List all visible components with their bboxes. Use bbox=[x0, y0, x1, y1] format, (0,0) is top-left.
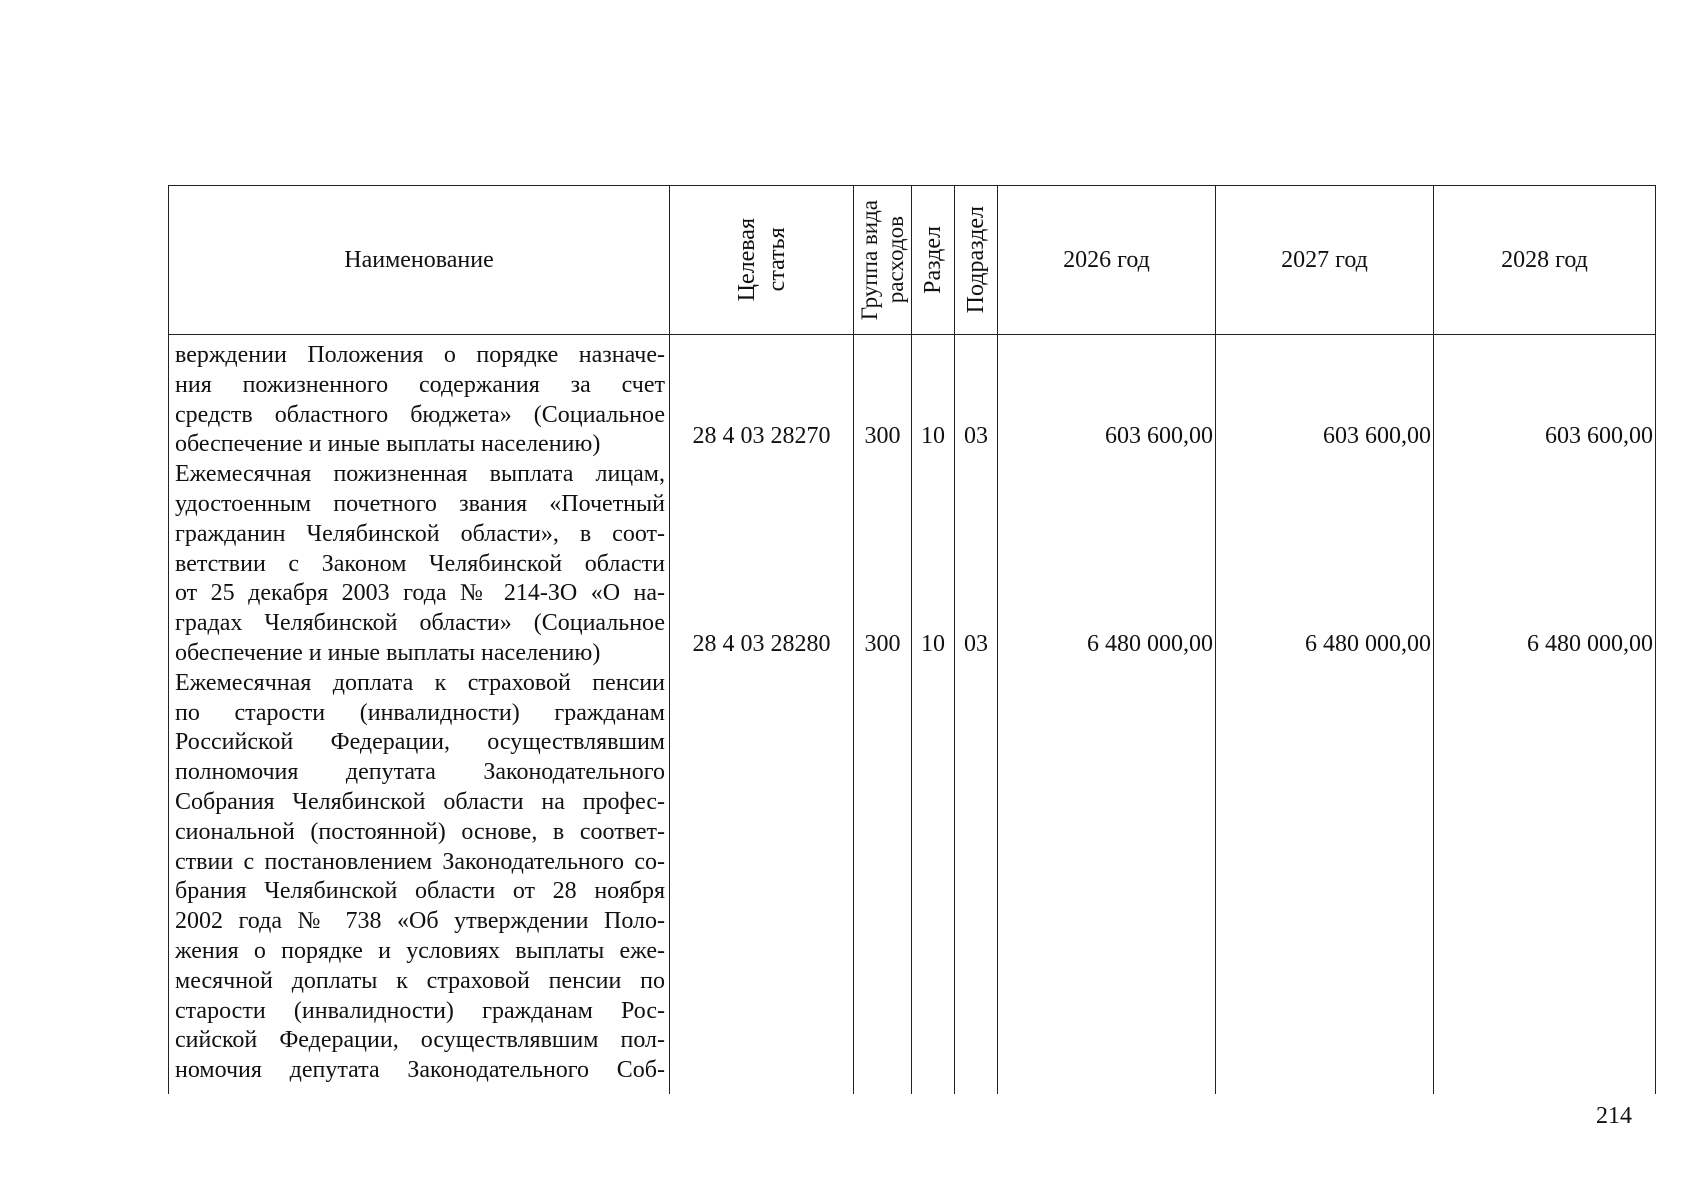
header-expense-group-label: Группа вида расходов bbox=[856, 199, 908, 321]
budget-table bbox=[168, 185, 1656, 1094]
name-line: 2002 года № 738 «Об утверждении Поло- bbox=[175, 908, 665, 935]
name-line: брания Челябинской области от 28 ноября bbox=[175, 878, 665, 905]
name-line: старости (инвалидности) гражданам Рос- bbox=[175, 997, 665, 1024]
name-line: ветствии с Законом Челябинской области bbox=[175, 550, 665, 577]
header-name: Наименование bbox=[169, 186, 670, 335]
name-line: обеспечение и иные выплаты населению) bbox=[175, 431, 601, 458]
section-value: 10 bbox=[921, 631, 945, 657]
name-line: Российской Федерации, осуществлявшим bbox=[175, 729, 665, 756]
name-line: месячной доплаты к страховой пенсии по bbox=[175, 967, 665, 994]
name-line: номочия депутата Законодательного Соб- bbox=[175, 1057, 665, 1084]
name-line: средств областного бюджета» (Социальное bbox=[175, 401, 665, 428]
target-article-cell bbox=[670, 335, 854, 1094]
expense-group-cell bbox=[854, 335, 912, 1094]
header-2026: 2026 год bbox=[998, 186, 1216, 335]
subsection-value: 03 bbox=[964, 423, 988, 449]
target-article-value: 28 4 03 28280 bbox=[692, 631, 831, 657]
amount-2026-value: 603 600,00 bbox=[1105, 423, 1213, 449]
target-article-value: 28 4 03 28270 bbox=[692, 423, 831, 449]
name-line: Собрания Челябинской области на профес- bbox=[175, 788, 665, 815]
name-line: жения о порядке и условиях выплаты еже- bbox=[175, 937, 665, 964]
name-line: от 25 декабря 2003 года № 214-ЗО «О на- bbox=[175, 580, 665, 607]
name-line: сиональной (постоянной) основе, в соответ- bbox=[175, 818, 665, 845]
subsection-cell bbox=[955, 335, 998, 1094]
name-line: по старости (инвалидности) гражданам bbox=[175, 699, 665, 726]
amount-2028-value: 6 480 000,00 bbox=[1527, 631, 1653, 657]
name-line: гражданин Челябинской области», в соот- bbox=[175, 520, 665, 547]
name-line: обеспечение и иные выплаты населению) bbox=[175, 639, 601, 666]
name-cell bbox=[169, 335, 670, 1094]
header-subsection-label: Подраздел bbox=[963, 206, 989, 314]
header-target-article bbox=[670, 186, 854, 335]
subsection-value: 03 bbox=[964, 631, 988, 657]
header-section bbox=[912, 186, 955, 335]
name-line: ния пожизненного содержания за счет bbox=[175, 371, 665, 398]
section-value: 10 bbox=[921, 423, 945, 449]
header-2027: 2027 год bbox=[1216, 186, 1434, 335]
name-line: Ежемесячная доплата к страховой пенсии bbox=[175, 669, 665, 696]
header-section-label: Раздел bbox=[920, 226, 946, 294]
header-expense-group bbox=[854, 186, 912, 335]
name-line: верждении Положения о порядке назначе- bbox=[175, 342, 665, 368]
name-line: градах Челябинской области» (Социальное bbox=[175, 610, 665, 637]
expense-group-value: 300 bbox=[864, 423, 901, 449]
header-row bbox=[169, 186, 1656, 335]
expense-group-value: 300 bbox=[864, 631, 901, 657]
name-line: удостоенным почетного звания «Почетный bbox=[175, 490, 665, 517]
header-subsection bbox=[955, 186, 998, 335]
name-line: ствии с постановлением Законодательного со- bbox=[175, 848, 665, 875]
name-line: Ежемесячная пожизненная выплата лицам, bbox=[175, 461, 665, 488]
section-cell bbox=[912, 335, 955, 1094]
name-line: сийской Федерации, осуществлявшим пол- bbox=[175, 1027, 665, 1054]
amount-2028-cell bbox=[1434, 335, 1656, 1094]
table-body-row bbox=[169, 335, 1656, 1094]
header-target-article-label: Целевая статья bbox=[733, 218, 790, 302]
amount-2028-value: 603 600,00 bbox=[1545, 423, 1653, 449]
amount-2027-value: 6 480 000,00 bbox=[1305, 631, 1431, 657]
page-number: 214 bbox=[1596, 1103, 1632, 1129]
amount-2026-value: 6 480 000,00 bbox=[1087, 631, 1213, 657]
header-2028: 2028 год bbox=[1434, 186, 1656, 335]
amount-2026-cell bbox=[998, 335, 1216, 1094]
amount-2027-value: 603 600,00 bbox=[1323, 423, 1431, 449]
name-line: полномочия депутата Законодательного bbox=[175, 759, 665, 786]
amount-2027-cell bbox=[1216, 335, 1434, 1094]
